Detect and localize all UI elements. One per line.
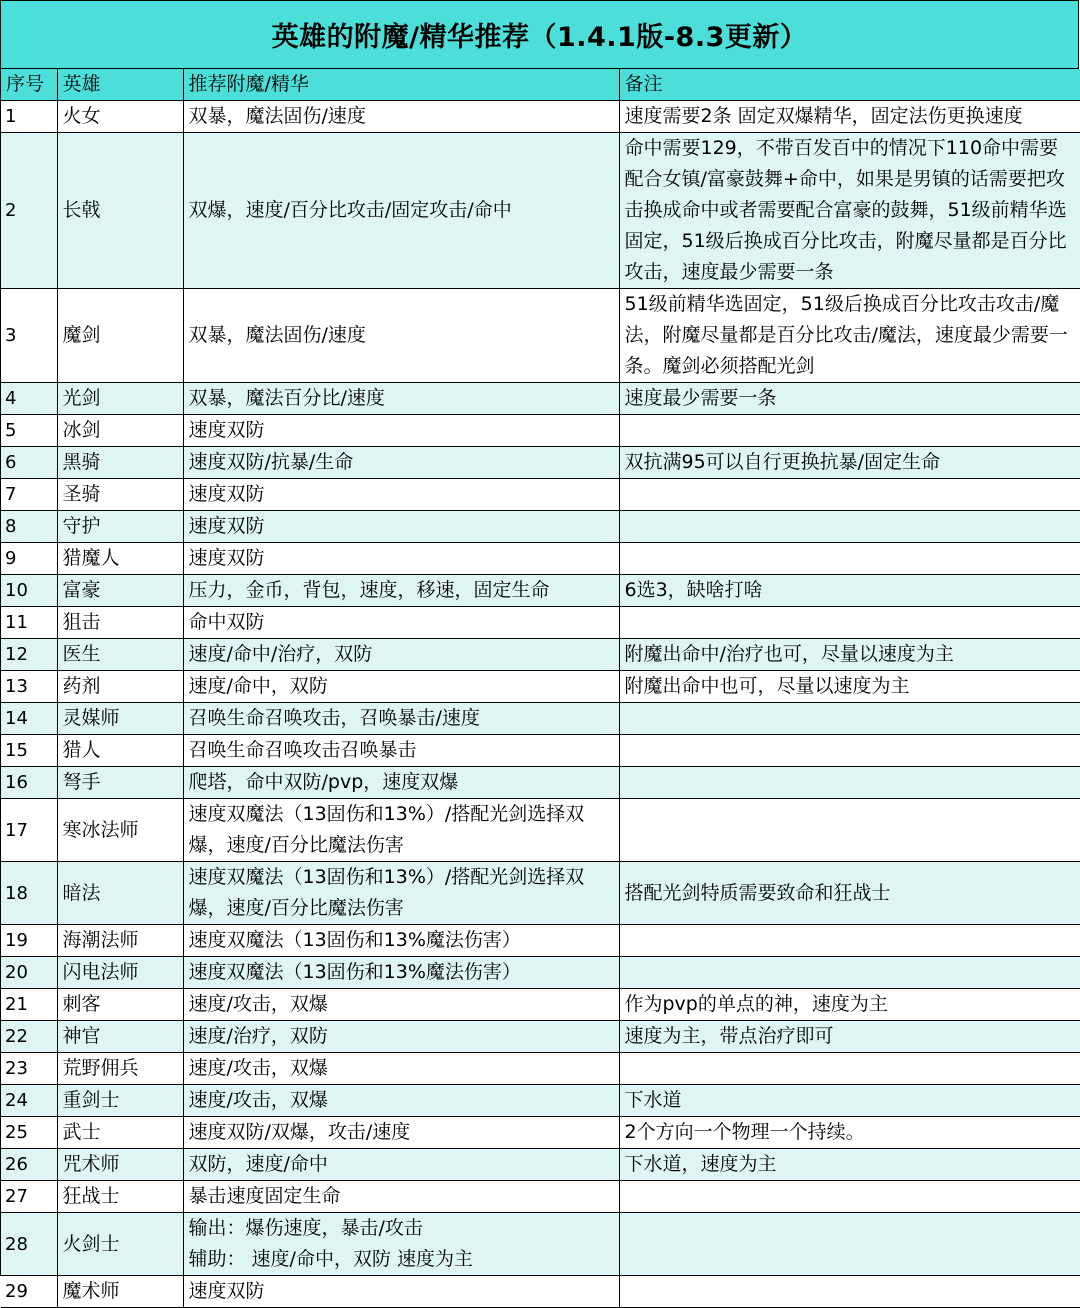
cell-hero: 闪电法师 xyxy=(57,957,183,989)
table-row xyxy=(1,607,1080,639)
cell-hero: 咒术师 xyxy=(57,1149,183,1181)
cell-note: 速度为主，带点治疗即可 xyxy=(619,1021,1080,1053)
cell-no: 7 xyxy=(1,479,57,511)
cell-recommend: 速度双防 xyxy=(183,415,619,447)
cell-hero: 冰剑 xyxy=(57,415,183,447)
cell-no: 2 xyxy=(1,133,57,289)
cell-note xyxy=(619,1053,1080,1085)
cell-no: 8 xyxy=(1,511,57,543)
table-row xyxy=(1,989,1080,1021)
cell-recommend: 速度双防 xyxy=(183,479,619,511)
table-row xyxy=(1,862,1080,925)
cell-no: 4 xyxy=(1,383,57,415)
cell-recommend: 速度/攻击，双爆 xyxy=(183,1053,619,1085)
cell-recommend: 速度双防/双爆，攻击/速度 xyxy=(183,1117,619,1149)
cell-note xyxy=(619,703,1080,735)
table-title: 英雄的附魔/精华推荐（1.4.1版-8.3更新） xyxy=(1,1,1079,69)
cell-no: 11 xyxy=(1,607,57,639)
cell-hero: 暗法 xyxy=(57,862,183,925)
table-row xyxy=(1,1021,1080,1053)
cell-no: 22 xyxy=(1,1021,57,1053)
cell-recommend: 速度/命中，双防 xyxy=(183,671,619,703)
table-row xyxy=(1,767,1080,799)
table-row xyxy=(1,1117,1080,1149)
cell-note: 速度需要2条 固定双爆精华，固定法伤更换速度 xyxy=(619,101,1080,133)
cell-note xyxy=(619,767,1080,799)
cell-note xyxy=(619,1213,1080,1276)
cell-hero: 魔剑 xyxy=(57,289,183,383)
table-row xyxy=(1,671,1080,703)
cell-no: 18 xyxy=(1,862,57,925)
cell-note: 速度最少需要一条 xyxy=(619,383,1080,415)
cell-note xyxy=(619,415,1080,447)
header-row xyxy=(1,69,1080,101)
table-row xyxy=(1,735,1080,767)
cell-hero: 弩手 xyxy=(57,767,183,799)
table-row xyxy=(1,415,1080,447)
cell-no: 17 xyxy=(1,799,57,862)
cell-no: 25 xyxy=(1,1117,57,1149)
cell-hero: 富豪 xyxy=(57,575,183,607)
cell-note: 双抗满95可以自行更换抗暴/固定生命 xyxy=(619,447,1080,479)
cell-note xyxy=(619,925,1080,957)
cell-recommend: 速度双防 xyxy=(183,511,619,543)
cell-note xyxy=(619,957,1080,989)
cell-recommend: 命中双防 xyxy=(183,607,619,639)
cell-no: 10 xyxy=(1,575,57,607)
table-row xyxy=(1,289,1080,383)
table-row xyxy=(1,447,1080,479)
cell-hero: 火剑士 xyxy=(57,1213,183,1276)
cell-no: 9 xyxy=(1,543,57,575)
cell-note: 下水道 xyxy=(619,1085,1080,1117)
cell-note: 命中需要129，不带百发百中的情况下110命中需要配合女镇/富豪鼓舞+命中，如果是男镇的话需要把攻击换成命中或者需要配合富豪的鼓舞，51级前精华选固定，51级后换成百分比攻击，附魔尽量都是百分比攻击，速度最少需要一条 xyxy=(619,133,1080,289)
cell-hero: 光剑 xyxy=(57,383,183,415)
cell-note: 搭配光剑特质需要致命和狂战士 xyxy=(619,862,1080,925)
cell-hero: 荒野佣兵 xyxy=(57,1053,183,1085)
cell-recommend: 速度双魔法（13固伤和13%魔法伤害） xyxy=(183,925,619,957)
table-row xyxy=(1,511,1080,543)
cell-no: 21 xyxy=(1,989,57,1021)
cell-recommend: 速度双防 xyxy=(183,1276,619,1308)
cell-note: 51级前精华选固定，51级后换成百分比攻击攻击/魔法，附魔尽量都是百分比攻击/魔法，速度最少需要一条。魔剑必须搭配光剑 xyxy=(619,289,1080,383)
cell-no: 26 xyxy=(1,1149,57,1181)
hero-table xyxy=(1,69,1080,1308)
cell-no: 12 xyxy=(1,639,57,671)
table-row xyxy=(1,1085,1080,1117)
table-row xyxy=(1,101,1080,133)
cell-hero: 狙击 xyxy=(57,607,183,639)
table-row xyxy=(1,133,1080,289)
cell-recommend: 速度/攻击，双爆 xyxy=(183,989,619,1021)
table-row xyxy=(1,1276,1080,1308)
cell-no: 14 xyxy=(1,703,57,735)
header-no: 序号 xyxy=(1,69,57,101)
cell-note xyxy=(619,511,1080,543)
cell-recommend: 双暴，魔法固伤/速度 xyxy=(183,101,619,133)
cell-no: 20 xyxy=(1,957,57,989)
table-row xyxy=(1,639,1080,671)
cell-recommend: 暴击速度固定生命 xyxy=(183,1181,619,1213)
cell-hero: 寒冰法师 xyxy=(57,799,183,862)
cell-hero: 长戟 xyxy=(57,133,183,289)
cell-note: 6选3，缺啥打啥 xyxy=(619,575,1080,607)
cell-no: 28 xyxy=(1,1213,57,1276)
cell-recommend: 双暴，魔法固伤/速度 xyxy=(183,289,619,383)
cell-note xyxy=(619,607,1080,639)
cell-recommend: 速度双魔法（13固伤和13%）/搭配光剑选择双爆，速度/百分比魔法伤害 xyxy=(183,862,619,925)
cell-recommend: 召唤生命召唤攻击，召唤暴击/速度 xyxy=(183,703,619,735)
cell-note xyxy=(619,479,1080,511)
cell-hero: 黑骑 xyxy=(57,447,183,479)
table-row xyxy=(1,1213,1080,1276)
cell-hero: 守护 xyxy=(57,511,183,543)
cell-hero: 猎人 xyxy=(57,735,183,767)
cell-recommend: 速度双魔法（13固伤和13%）/搭配光剑选择双爆，速度/百分比魔法伤害 xyxy=(183,799,619,862)
cell-note xyxy=(619,799,1080,862)
cell-note xyxy=(619,1181,1080,1213)
table-row xyxy=(1,1149,1080,1181)
cell-note xyxy=(619,1276,1080,1308)
cell-no: 5 xyxy=(1,415,57,447)
cell-note: 附魔出命中/治疗也可，尽量以速度为主 xyxy=(619,639,1080,671)
cell-hero: 刺客 xyxy=(57,989,183,1021)
table-row xyxy=(1,799,1080,862)
cell-hero: 重剑士 xyxy=(57,1085,183,1117)
cell-recommend: 双暴，魔法百分比/速度 xyxy=(183,383,619,415)
cell-hero: 魔术师 xyxy=(57,1276,183,1308)
table-row xyxy=(1,925,1080,957)
cell-recommend: 速度双防/抗暴/生命 xyxy=(183,447,619,479)
cell-hero: 武士 xyxy=(57,1117,183,1149)
table-row xyxy=(1,383,1080,415)
cell-note: 下水道，速度为主 xyxy=(619,1149,1080,1181)
table-row xyxy=(1,479,1080,511)
table-row xyxy=(1,1181,1080,1213)
table-row xyxy=(1,1053,1080,1085)
cell-no: 27 xyxy=(1,1181,57,1213)
cell-hero: 狂战士 xyxy=(57,1181,183,1213)
cell-recommend: 压力，金币，背包，速度，移速，固定生命 xyxy=(183,575,619,607)
cell-no: 3 xyxy=(1,289,57,383)
cell-note xyxy=(619,735,1080,767)
cell-recommend: 输出：爆伤速度，暴击/攻击 辅助： 速度/命中，双防 速度为主 xyxy=(183,1213,619,1276)
cell-no: 6 xyxy=(1,447,57,479)
cell-recommend: 速度/命中/治疗，双防 xyxy=(183,639,619,671)
table-row xyxy=(1,543,1080,575)
cell-no: 19 xyxy=(1,925,57,957)
cell-no: 24 xyxy=(1,1085,57,1117)
cell-no: 16 xyxy=(1,767,57,799)
header-hero: 英雄 xyxy=(57,69,183,101)
cell-no: 23 xyxy=(1,1053,57,1085)
cell-recommend: 速度双魔法（13固伤和13%魔法伤害） xyxy=(183,957,619,989)
table-row xyxy=(1,957,1080,989)
cell-recommend: 速度/治疗，双防 xyxy=(183,1021,619,1053)
cell-recommend: 爬塔，命中双防/pvp，速度双爆 xyxy=(183,767,619,799)
cell-hero: 灵媒师 xyxy=(57,703,183,735)
cell-recommend: 双爆，速度/百分比攻击/固定攻击/命中 xyxy=(183,133,619,289)
cell-note xyxy=(619,543,1080,575)
cell-note: 附魔出命中也可，尽量以速度为主 xyxy=(619,671,1080,703)
header-note: 备注 xyxy=(619,69,1080,101)
cell-recommend: 速度/攻击，双爆 xyxy=(183,1085,619,1117)
cell-note: 作为pvp的单点的神，速度为主 xyxy=(619,989,1080,1021)
cell-hero: 圣骑 xyxy=(57,479,183,511)
cell-hero: 药剂 xyxy=(57,671,183,703)
cell-no: 15 xyxy=(1,735,57,767)
table-row xyxy=(1,703,1080,735)
cell-hero: 火女 xyxy=(57,101,183,133)
cell-no: 29 xyxy=(1,1276,57,1308)
cell-no: 1 xyxy=(1,101,57,133)
cell-hero: 医生 xyxy=(57,639,183,671)
cell-recommend: 双防，速度/命中 xyxy=(183,1149,619,1181)
cell-recommend: 召唤生命召唤攻击召唤暴击 xyxy=(183,735,619,767)
table-body xyxy=(1,69,1080,1308)
cell-no: 13 xyxy=(1,671,57,703)
cell-hero: 神官 xyxy=(57,1021,183,1053)
cell-hero: 猎魔人 xyxy=(57,543,183,575)
cell-note: 2个方向一个物理一个持续。 xyxy=(619,1117,1080,1149)
cell-hero: 海潮法师 xyxy=(57,925,183,957)
header-recommend: 推荐附魔/精华 xyxy=(183,69,619,101)
cell-recommend: 速度双防 xyxy=(183,543,619,575)
table-row xyxy=(1,575,1080,607)
